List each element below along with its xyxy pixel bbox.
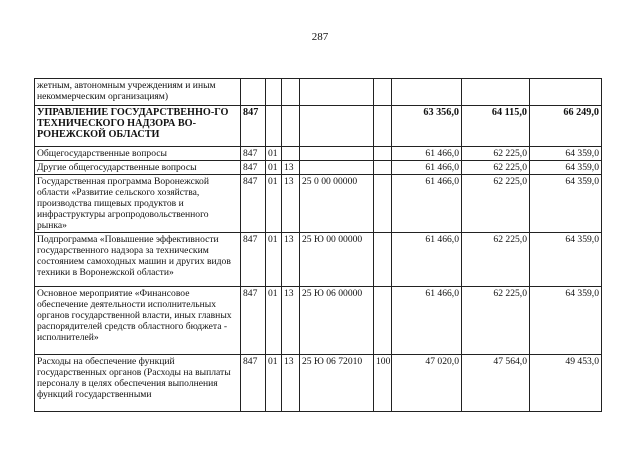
cell-gr: 847 <box>241 147 266 161</box>
table-row <box>35 233 602 287</box>
cell-name: Общегосударственные вопросы <box>35 147 241 161</box>
page-number: 287 <box>311 31 329 43</box>
cell-pr: 13 <box>282 287 300 355</box>
cell-csr: 25 0 00 00000 <box>300 175 374 233</box>
cell-gr: 847 <box>241 161 266 175</box>
cell-y1 <box>392 79 462 106</box>
cell-pr <box>282 147 300 161</box>
cell-csr <box>300 161 374 175</box>
cell-name: Подпрограмма «Повышение эффективности государственного надзора за техническим состоянием самоходных машин и других видов техники в Воронежской области» <box>35 233 241 287</box>
cell-y1: 61 466,0 <box>392 175 462 233</box>
cell-y3: 64 359,0 <box>530 233 602 287</box>
cell-rz: 01 <box>266 355 282 412</box>
cell-y3: 49 453,0 <box>530 355 602 412</box>
cell-pr: 13 <box>282 161 300 175</box>
cell-rz <box>266 79 282 106</box>
cell-vr <box>374 147 392 161</box>
cell-pr <box>282 106 300 147</box>
cell-vr <box>374 79 392 106</box>
cell-name: Государственная программа Воронежской области «Развитие сельского хозяйства, производства пищевых продуктов и инфраструктуры агропродовольственного рынка» <box>35 175 241 233</box>
cell-gr: 847 <box>241 106 266 147</box>
cell-rz <box>266 106 282 147</box>
cell-y1: 63 356,0 <box>392 106 462 147</box>
cell-csr: 25 Ю 00 00000 <box>300 233 374 287</box>
cell-pr: 13 <box>282 175 300 233</box>
cell-name: Основное мероприятие «Финансовое обеспечение деятельности исполнительных органов государственной власти, иных главных распорядителей средств областного бюджета - исполнителей» <box>35 287 241 355</box>
cell-rz: 01 <box>266 161 282 175</box>
cell-y2: 62 225,0 <box>462 161 530 175</box>
cell-csr <box>300 106 374 147</box>
cell-y2 <box>462 79 530 106</box>
cell-csr <box>300 147 374 161</box>
cell-y3: 64 359,0 <box>530 147 602 161</box>
cell-y2: 62 225,0 <box>462 175 530 233</box>
cell-rz: 01 <box>266 147 282 161</box>
cell-y3 <box>530 79 602 106</box>
cell-name: Другие общегосударственные вопросы <box>35 161 241 175</box>
cell-y2: 62 225,0 <box>462 233 530 287</box>
cell-y1: 61 466,0 <box>392 287 462 355</box>
cell-vr <box>374 106 392 147</box>
table-row <box>35 161 602 175</box>
cell-y2: 64 115,0 <box>462 106 530 147</box>
cell-y2: 47 564,0 <box>462 355 530 412</box>
cell-vr <box>374 175 392 233</box>
table-row <box>35 106 602 147</box>
cell-gr <box>241 79 266 106</box>
cell-name: жетным, автономным учреждениям и иным некоммерческим организациям) <box>35 79 241 106</box>
cell-y2: 62 225,0 <box>462 287 530 355</box>
cell-csr: 25 Ю 06 00000 <box>300 287 374 355</box>
cell-name: УПРАВЛЕНИЕ ГОСУДАРСТВЕННО-ГО ТЕХНИЧЕСКОГО НАДЗОРА ВО-РОНЕЖСКОЙ ОБЛАСТИ <box>35 106 241 147</box>
cell-pr: 13 <box>282 355 300 412</box>
cell-rz: 01 <box>266 175 282 233</box>
cell-vr <box>374 161 392 175</box>
cell-y1: 61 466,0 <box>392 233 462 287</box>
cell-vr <box>374 287 392 355</box>
cell-y2: 62 225,0 <box>462 147 530 161</box>
cell-rz: 01 <box>266 233 282 287</box>
cell-y3: 64 359,0 <box>530 287 602 355</box>
table-row <box>35 287 602 355</box>
cell-y3: 64 359,0 <box>530 161 602 175</box>
cell-rz: 01 <box>266 287 282 355</box>
cell-vr <box>374 233 392 287</box>
table-row <box>35 79 602 106</box>
cell-y1: 47 020,0 <box>392 355 462 412</box>
cell-y3: 66 249,0 <box>530 106 602 147</box>
table-row <box>35 355 602 412</box>
cell-y1: 61 466,0 <box>392 147 462 161</box>
table-row <box>35 147 602 161</box>
cell-csr: 25 Ю 06 72010 <box>300 355 374 412</box>
cell-gr: 847 <box>241 233 266 287</box>
cell-gr: 847 <box>241 175 266 233</box>
cell-vr: 100 <box>374 355 392 412</box>
cell-name: Расходы на обеспечение функций государственных органов (Расходы на выплаты персоналу в целях обеспечения выполнения функций государственными <box>35 355 241 412</box>
cell-pr: 13 <box>282 233 300 287</box>
budget-table <box>34 78 602 412</box>
cell-csr <box>300 79 374 106</box>
cell-gr: 847 <box>241 287 266 355</box>
cell-pr <box>282 79 300 106</box>
cell-y3: 64 359,0 <box>530 175 602 233</box>
cell-y1: 61 466,0 <box>392 161 462 175</box>
cell-gr: 847 <box>241 355 266 412</box>
table-row <box>35 175 602 233</box>
